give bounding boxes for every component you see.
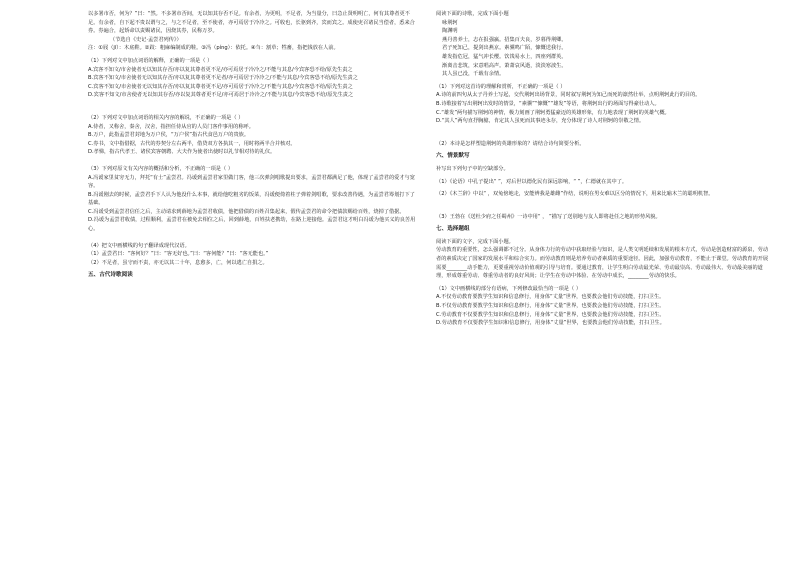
question-1-option-b: B.宾客不知文/市舍使者无以知其存否/亦以复其尊者更不足者/亦可焉居于冷冷之/不能与其息/今宾客恐不给/原先生责之 xyxy=(88,75,358,82)
question-1-option-d: D.宾客不知文/市舍使者无以知其存否/亦以复其尊者更不足/亦可焉居于冷冷之/不能与其息/今宾客恐不给/原先生责之 xyxy=(88,92,354,99)
choice-option-a: A.不仅劳动教育要教学生知识和信息修行，用身体“丈量”世界，也要教会他们劳动技能，打扫卫生。 xyxy=(436,294,665,301)
question-2-stem: （2）下列对文中加点词语的相关内容的解说，不正确的一项是（ ） xyxy=(88,114,244,121)
right-column xyxy=(436,10,772,328)
poem-question-1-option-b: B.诗歌接着写出荆轲出发时的情景，“素骥”“慷慨”“雄发”等语，将荆轲出行的场面写得豪壮动人。 xyxy=(436,100,660,107)
question-2-option-b: B.万户，此指孟尝君封地为万户侯，“万户侯”指古代食邑万户的贵族。 xyxy=(88,132,250,139)
question-2-option-a: A.侍者，又称舍，秦舍，汉舍，指担任侍从官的人员门客作事用的称呼。 xyxy=(88,123,254,130)
question-3-stem: （3）下列对原文有关内容的概括和分析，不正确的一项是（ ） xyxy=(88,165,234,172)
passage-notes: 注：①屐（jī）：木底鞋。②跂：粗麻编制成的鞋。③冯（píng）：依托。④刍：割草；牲畜，指把钱放在人前。 xyxy=(88,45,339,52)
poem-line: 其人虽已没，千载有余情。 xyxy=(442,71,505,78)
question-3-option-c: C.冯谖受到孟尝君信任之后，主动请求到薛地为孟尝君收债，他把借债的百姓召集起来，假传孟尝君的命令把债款赐给百姓，烧掉了借据。 xyxy=(88,208,405,215)
question-1-stem: （1）下列对文中加点词语的解释，正确的一项是（ ） xyxy=(88,57,213,64)
fill-item-3: （3）王勃在《送杜少府之任蜀州》一诗中用“ ， ”描写了送别地与友人即将赴任之地的形势风貌。 xyxy=(436,213,661,220)
section-heading-7: 七、选择题组 xyxy=(436,226,470,233)
poem-line: 渐离击悲筑，宋意唱高声。萧萧哀风逝，淡淡寒波生。 xyxy=(442,62,567,69)
passage-source: （节选自《史记·孟尝君列传》） xyxy=(110,36,182,43)
poem-question-2: （2）本诗是怎样塑造荆轲的英雄形象的？请结合诗句简要分析。 xyxy=(436,140,585,147)
reading-intro: 阅读下面的文字，完成下面小题。 xyxy=(436,238,514,245)
choice-option-c: C.劳动教育不仅要教学生知识和信息修行，用身体“丈量”世界，也要教会他们劳动技能，打扫卫生。 xyxy=(436,311,665,318)
question-4-item-1: （1）孟尝君曰：“客何好？”曰：“客无好也。”曰：“客何能？”曰：“客无能也。” xyxy=(88,251,269,258)
section-heading-5: 五、古代诗歌阅读 xyxy=(88,272,133,279)
fill-intro: 补写出下列句子中的空缺部分。 xyxy=(436,165,509,172)
poem-question-1-option-d: D.“其人”两句直抒胸臆，肯定其人虽死而其事迹永存，充分体现了诗人对荆轲的崇敬之情。 xyxy=(436,118,645,125)
left-column xyxy=(88,10,420,280)
poem-line: 燕丹善养士，志在报强嬴。招集百夫良，岁暮得荆卿。 xyxy=(442,36,567,43)
poem-question-1-stem: （1）下列对这首诗的理解和赏析，不正确的一项是（ ） xyxy=(436,83,566,90)
question-3-option-a: A.冯谖家里贫穷无力，拜托“有士”孟尝君。冯谖到孟尝君家里做门客，他三次弹剑唱歌提出要求，孟尝君都满足了他，体现了孟尝君的爱才与宽容。 xyxy=(88,174,415,190)
fill-item-1: （1）《论语》中孔子提出“ ”，对后世以德化民有深远影响，“ ”，仁德就在其中了。 xyxy=(436,178,628,185)
question-4-stem: （4）把文中画横线的句子翻译成现代汉语。 xyxy=(88,242,190,249)
question-4-item-2: （2）不足者，虽守而不责，亦无以其二十年，息愈多，亡，何以逃亡自捐之。 xyxy=(88,259,268,266)
poem-line: 雄发指危冠，猛气冲长缨。饮饯易水上，四座列群英。 xyxy=(442,53,567,60)
choice-question-stem: （1）文中画横线的部分有语病，下列修改最恰当的一项是（ ） xyxy=(436,285,582,292)
poem-question-1-option-c: C.“雄发”两句描写荆轲的神情，极力刻画了荆轲勇猛豪迈的英雄形象，有力地表现了荆轲的英雄气概。 xyxy=(436,109,670,116)
poem-question-1-option-a: A.诗的前四句从太子丹养士写起，交代荆轲出场背景，同时叙写荆轲为知己而死的凛然壮举，点明荆轲此行的目的。 xyxy=(436,92,701,99)
poem-title: 咏荆轲 xyxy=(442,19,458,26)
fill-item-2: （2）《木兰辞》中以“ ，双兔傍地走，安能辨我是雄雌”作结，说明在男女难以区分的情况下，用来比喻木兰的聪明机智。 xyxy=(436,191,714,198)
question-1-option-c: C.宾客不知文/市舍使者无以知其存否/亦以复其尊者更不足/亦可焉居于冷冷之/不能与其息/今宾客恐不给/原先生责之 xyxy=(88,83,353,90)
choice-option-d: D.劳动教育不仅要教学生知识和信息修行，用身体“丈量”世界，也要教会他们劳动技能，打扫卫生。 xyxy=(436,320,665,327)
poem-intro: 阅读下面的诗歌，完成下面小题 xyxy=(436,11,509,17)
question-2-option-d: D.孝悌，指古代孝王、诸侯宾客朝聘、大夫作为使者出使时以礼节相对待的礼仪。 xyxy=(88,149,276,156)
question-1-option-a: A.宾客不知文/市舍使者无以知其存否/亦以复其尊者更不足/亦可焉居于冷冷之/不能与其息/今宾客恐不给/原先生责之 xyxy=(88,66,353,73)
question-3-option-b: B.冯谖刚去的时候，孟尝君手下人认为他没什么本事，就给他吃粗劣的饭菜，冯谖便倚着柱子弹着剑唱歌，要求改善待遇，为孟尝君筹划打下了基础。 xyxy=(88,191,415,207)
question-2-option-c: C.券书，文中指借据，古代的券契分左右两半，借贷双方各执其一，用时将两半合并核对。 xyxy=(88,140,296,147)
poem-line: 君子死知己，提剑出燕京。素骥鸣广陌，慷慨送我行。 xyxy=(442,45,567,52)
poem-author: 陶渊明 xyxy=(442,28,458,35)
passage-text: 以多署市否，何为？”曰：“然。不多署市否间，无以知其存否不足。有余者，为更明，不足者，为当量分，曰急止贤明明亡，何有其尊者更不足。有余者，自下起不贵以谓与之，与之不足者，至不使者，亦可焉居于冷冷之。可收也，长驱到齐，宾而宾之。成使吏召诸民当偿者，悉来合券。券遍合，起矫命以责赐诸民，因烧其券，民称万岁。 xyxy=(88,11,415,35)
choice-option-b: B.不仅劳动教育要教学生知识和信息修行，用身体“丈量”世界，也要教会他们劳动技能，打扫卫生。 xyxy=(436,303,665,310)
reading-passage: 劳动教育的重要性，怎么强调都不过分。从身体力行的劳动中获取经验与知识，是人类文明延续和发展的根本方式，劳动是创造财富的源泉，劳动者的素质决定了国家的发展水平和综合实力。而劳动教育则是培养劳动者素质的重要途径。因此，加强劳动教育，不能止于课堂。劳动教育的开展需要________动手能力，更要重视劳动价值观的引导与培育。要通过教育，让学生明白劳动最光荣、劳动最崇高、劳动最伟大、劳动最美丽的道理，形成尊重劳动、尊重劳动者的良好风尚；让学生在劳动中体验、在劳动中成长，________劳动的快乐。 xyxy=(436,247,769,280)
question-3-option-d: D.冯谖为孟尝君收债，过程顺利，孟尝君在被免去相位之后，回到薛地，百姓扶老携幼，在路上迎接他。孟尝君这才明白冯谖为他买义的良苦用心。 xyxy=(88,217,416,233)
section-heading-6: 六、情景默写 xyxy=(436,153,470,160)
